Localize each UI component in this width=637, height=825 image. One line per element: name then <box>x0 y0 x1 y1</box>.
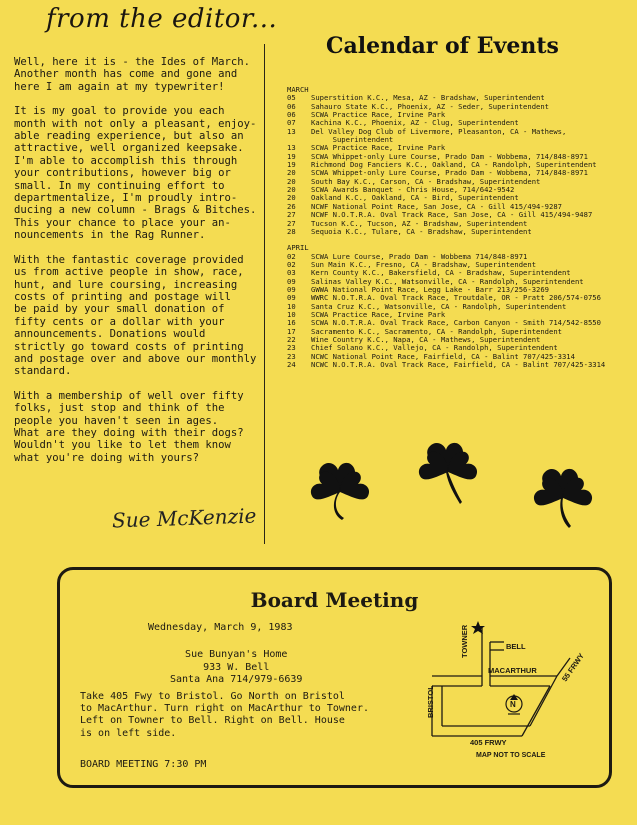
event-text: South Bay K.C., Carson, CA - Bradshaw, Superintendent <box>311 176 541 186</box>
event-day: 28 <box>287 226 296 236</box>
calendar-event <box>287 361 635 369</box>
event-text: SCWA Practice Race, Irvine Park <box>311 110 446 120</box>
meeting-date: Wednesday, March 9, 1983 <box>148 622 293 633</box>
directions-map <box>422 618 597 768</box>
event-day: 22 <box>287 334 296 344</box>
calendar-heading: Calendar of Events <box>326 33 559 59</box>
calendar-event <box>287 228 635 236</box>
event-day: 10 <box>287 309 296 319</box>
street-address: 933 W. Bell <box>203 661 270 673</box>
event-day: 23 <box>287 343 296 353</box>
event-day: 20 <box>287 185 296 195</box>
event-day: 16 <box>287 318 296 328</box>
map-label-bell: BELL <box>506 642 526 651</box>
event-day: 20 <box>287 168 296 178</box>
shamrock-icon <box>412 436 484 516</box>
event-text: SCWA N.O.T.R.A. Oval Track Race, Carbon Canyon - Smith 714/542-8550 <box>311 318 601 328</box>
march-events <box>287 94 635 236</box>
event-day: 13 <box>287 143 296 153</box>
board-meeting-box <box>57 567 612 788</box>
event-day: 13 <box>287 126 296 136</box>
meeting-time: BOARD MEETING 7:30 PM <box>80 759 207 770</box>
event-day: 19 <box>287 160 296 170</box>
event-text: Sacramento K.C., Sacramento, CA - Randolph, Superintendent <box>311 326 562 336</box>
star-icon <box>471 621 485 634</box>
event-day: 06 <box>287 101 296 111</box>
event-day: 02 <box>287 259 296 269</box>
shamrock-icon <box>304 456 376 536</box>
city-phone: Santa Ana 714/979-6639 <box>170 674 303 685</box>
event-text: Tucson K.C., Tucson, AZ - Bradshaw, Superintendent <box>311 218 528 228</box>
event-day: 27 <box>287 218 296 228</box>
event-text: NCWC National Point Race, Fairfield, CA - Balint 707/425-3314 <box>311 351 575 361</box>
event-day: 06 <box>287 110 296 120</box>
event-day: 09 <box>287 276 296 286</box>
shamrock-icon <box>527 462 599 542</box>
event-day: 27 <box>287 210 296 220</box>
event-text: NCWC N.O.T.R.A. Oval Track Race, Fairfield, CA - Balint 707/425-3314 <box>311 360 606 369</box>
april-events <box>287 253 635 370</box>
event-day: 05 <box>287 93 296 103</box>
event-day: 17 <box>287 326 296 336</box>
event-text: WWRC N.O.T.R.A. Oval Track Race, Troutdale, OR - Pratt 206/574-0756 <box>311 293 601 303</box>
calendar-event <box>287 128 635 145</box>
event-text: Oakland K.C., Oakland, CA - Bird, Superintendent <box>311 193 519 203</box>
meeting-address <box>170 649 302 687</box>
map-note: MAP NOT TO SCALE <box>476 752 546 759</box>
event-day: 02 <box>287 251 296 261</box>
editor-paragraph: With the fantastic coverage provided us from active people in show, race, hunt, and lure coursing, increasing costs of printing and postage will be paid by your small donation of fifty cents or a dollar with your announcements. Donations would strictly go toward costs of printing and postage over and above our monthly standard. <box>14 253 257 378</box>
event-day: 09 <box>287 284 296 294</box>
event-day: 23 <box>287 351 296 361</box>
event-day: 20 <box>287 176 296 186</box>
event-text: SCWA Practice Race, Irvine Park <box>311 143 446 153</box>
map-label-macarthur: MACARTHUR <box>488 666 537 675</box>
board-meeting-title: Board Meeting <box>250 588 419 612</box>
event-text: NCWF N.O.T.R.A. Oval Track Race, San Jose, CA - Gill 415/494-9487 <box>311 210 593 220</box>
map-label-towner: TOWNER <box>460 624 469 658</box>
event-day: 24 <box>287 360 296 369</box>
column-divider <box>264 44 265 544</box>
event-text: SCWA Practice Race, Irvine Park <box>311 309 446 319</box>
event-text: Kern County K.C., Bakersfield, CA - Bradshaw, Superintendent <box>311 268 571 278</box>
event-text: Kachina K.C., Phoenix, AZ - Clug, Superintendent <box>311 118 519 128</box>
event-text: Richmond Dog Fanciers K.C., Oakland, CA - Randolph, Superintendent <box>311 160 597 170</box>
event-day: 26 <box>287 201 296 211</box>
host-name: Sue Bunyan's Home <box>185 649 288 660</box>
calendar-list <box>287 84 635 369</box>
editor-signature: Sue McKenzie <box>111 503 257 533</box>
map-label-55: 55 FRWY <box>560 651 586 684</box>
event-text: Chief Solano K.C., Vallejo, CA - Randolph, Superintendent <box>311 343 558 353</box>
event-text: Sahauro State K.C., Phoenix, AZ - Seder, Superintendent <box>311 101 549 111</box>
event-text: Del Valley Dog Club of Livermore, Pleasanton, CA - Mathews, Superintendent <box>311 126 567 145</box>
editor-paragraph: With a membership of well over fifty folks, just stop and think of the people you haven't seen in ages. What are they doing with their dogs? Wouldn't you like to let them know what you're doing with yours? <box>14 389 244 464</box>
event-text: SCWA Lure Course, Prado Dam - Wobbema 714/848-8971 <box>311 251 528 261</box>
map-roads <box>422 618 597 768</box>
event-day: 09 <box>287 293 296 303</box>
event-text: SCWA Whippet-only Lure Course, Prado Dam - Wobbema, 714/848-8971 <box>311 168 588 178</box>
event-text: Sequoia K.C., Tulare, CA - Bradshaw, Superintendent <box>311 226 532 236</box>
map-label-north: N <box>510 700 516 709</box>
editor-paragraph: It is my goal to provide you each month with not only a pleasant, enjoy- able reading experience, but also an attractive, well organized keepsake. I'm able to accomplish this through your contributions, however big or small. In my continuing effort to departmentalize, I'm proudly intro- ducing a new column - Brags & Bitches. This your chance to place your an- nouncements in the Rag Runner. <box>14 105 257 242</box>
event-day: 07 <box>287 118 296 128</box>
editor-paragraph: Well, here it is - the Ides of March. Another month has come and gone and here I am again at my typewriter! <box>14 56 250 93</box>
editor-heading: from the editor... <box>46 4 278 34</box>
event-text: Santa Cruz K.C., Watsonville, CA - Randolph, Superintendent <box>311 301 567 311</box>
event-text: SCWA Whippet-only Lure Course, Prado Dam - Wobbema, 714/848-8971 <box>311 151 588 161</box>
event-day: 19 <box>287 151 296 161</box>
event-day: 10 <box>287 301 296 311</box>
event-text: GWWA National Point Race, Legg Lake - Barr 213/256-3269 <box>311 284 549 294</box>
event-text: SCWA Awards Banquet - Chris House, 714/642-9542 <box>311 185 515 195</box>
directions-text: Take 405 Fwy to Bristol. Go North on Bristol to MacArthur. Turn right on MacArthur to Towner. Left on Towner to Bell. Right on Bell. House is on left side. <box>80 691 369 739</box>
month-heading: MARCH <box>287 85 309 94</box>
event-text: Wine Country K.C., Napa, CA - Mathews, Superintendent <box>311 334 541 344</box>
map-label-405: 405 FRWY <box>470 738 507 747</box>
event-day: 03 <box>287 268 296 278</box>
editor-column <box>14 56 262 476</box>
event-text: Superstition K.C., Mesa, AZ - Bradshaw, Superintendent <box>311 93 545 103</box>
month-heading: APRIL <box>287 243 309 253</box>
event-text: Salinas Valley K.C., Watsonville, CA - Randolph, Superintendent <box>311 276 584 286</box>
event-day: 20 <box>287 193 296 203</box>
event-text: Sun Main K.C., Fresno, CA - Bradshaw, Superintendent <box>311 259 537 269</box>
map-label-bristol: BRISTOL <box>426 685 435 718</box>
event-text: NCWF National Point Race, San Jose, CA - Gill 415/494-9287 <box>311 201 562 211</box>
